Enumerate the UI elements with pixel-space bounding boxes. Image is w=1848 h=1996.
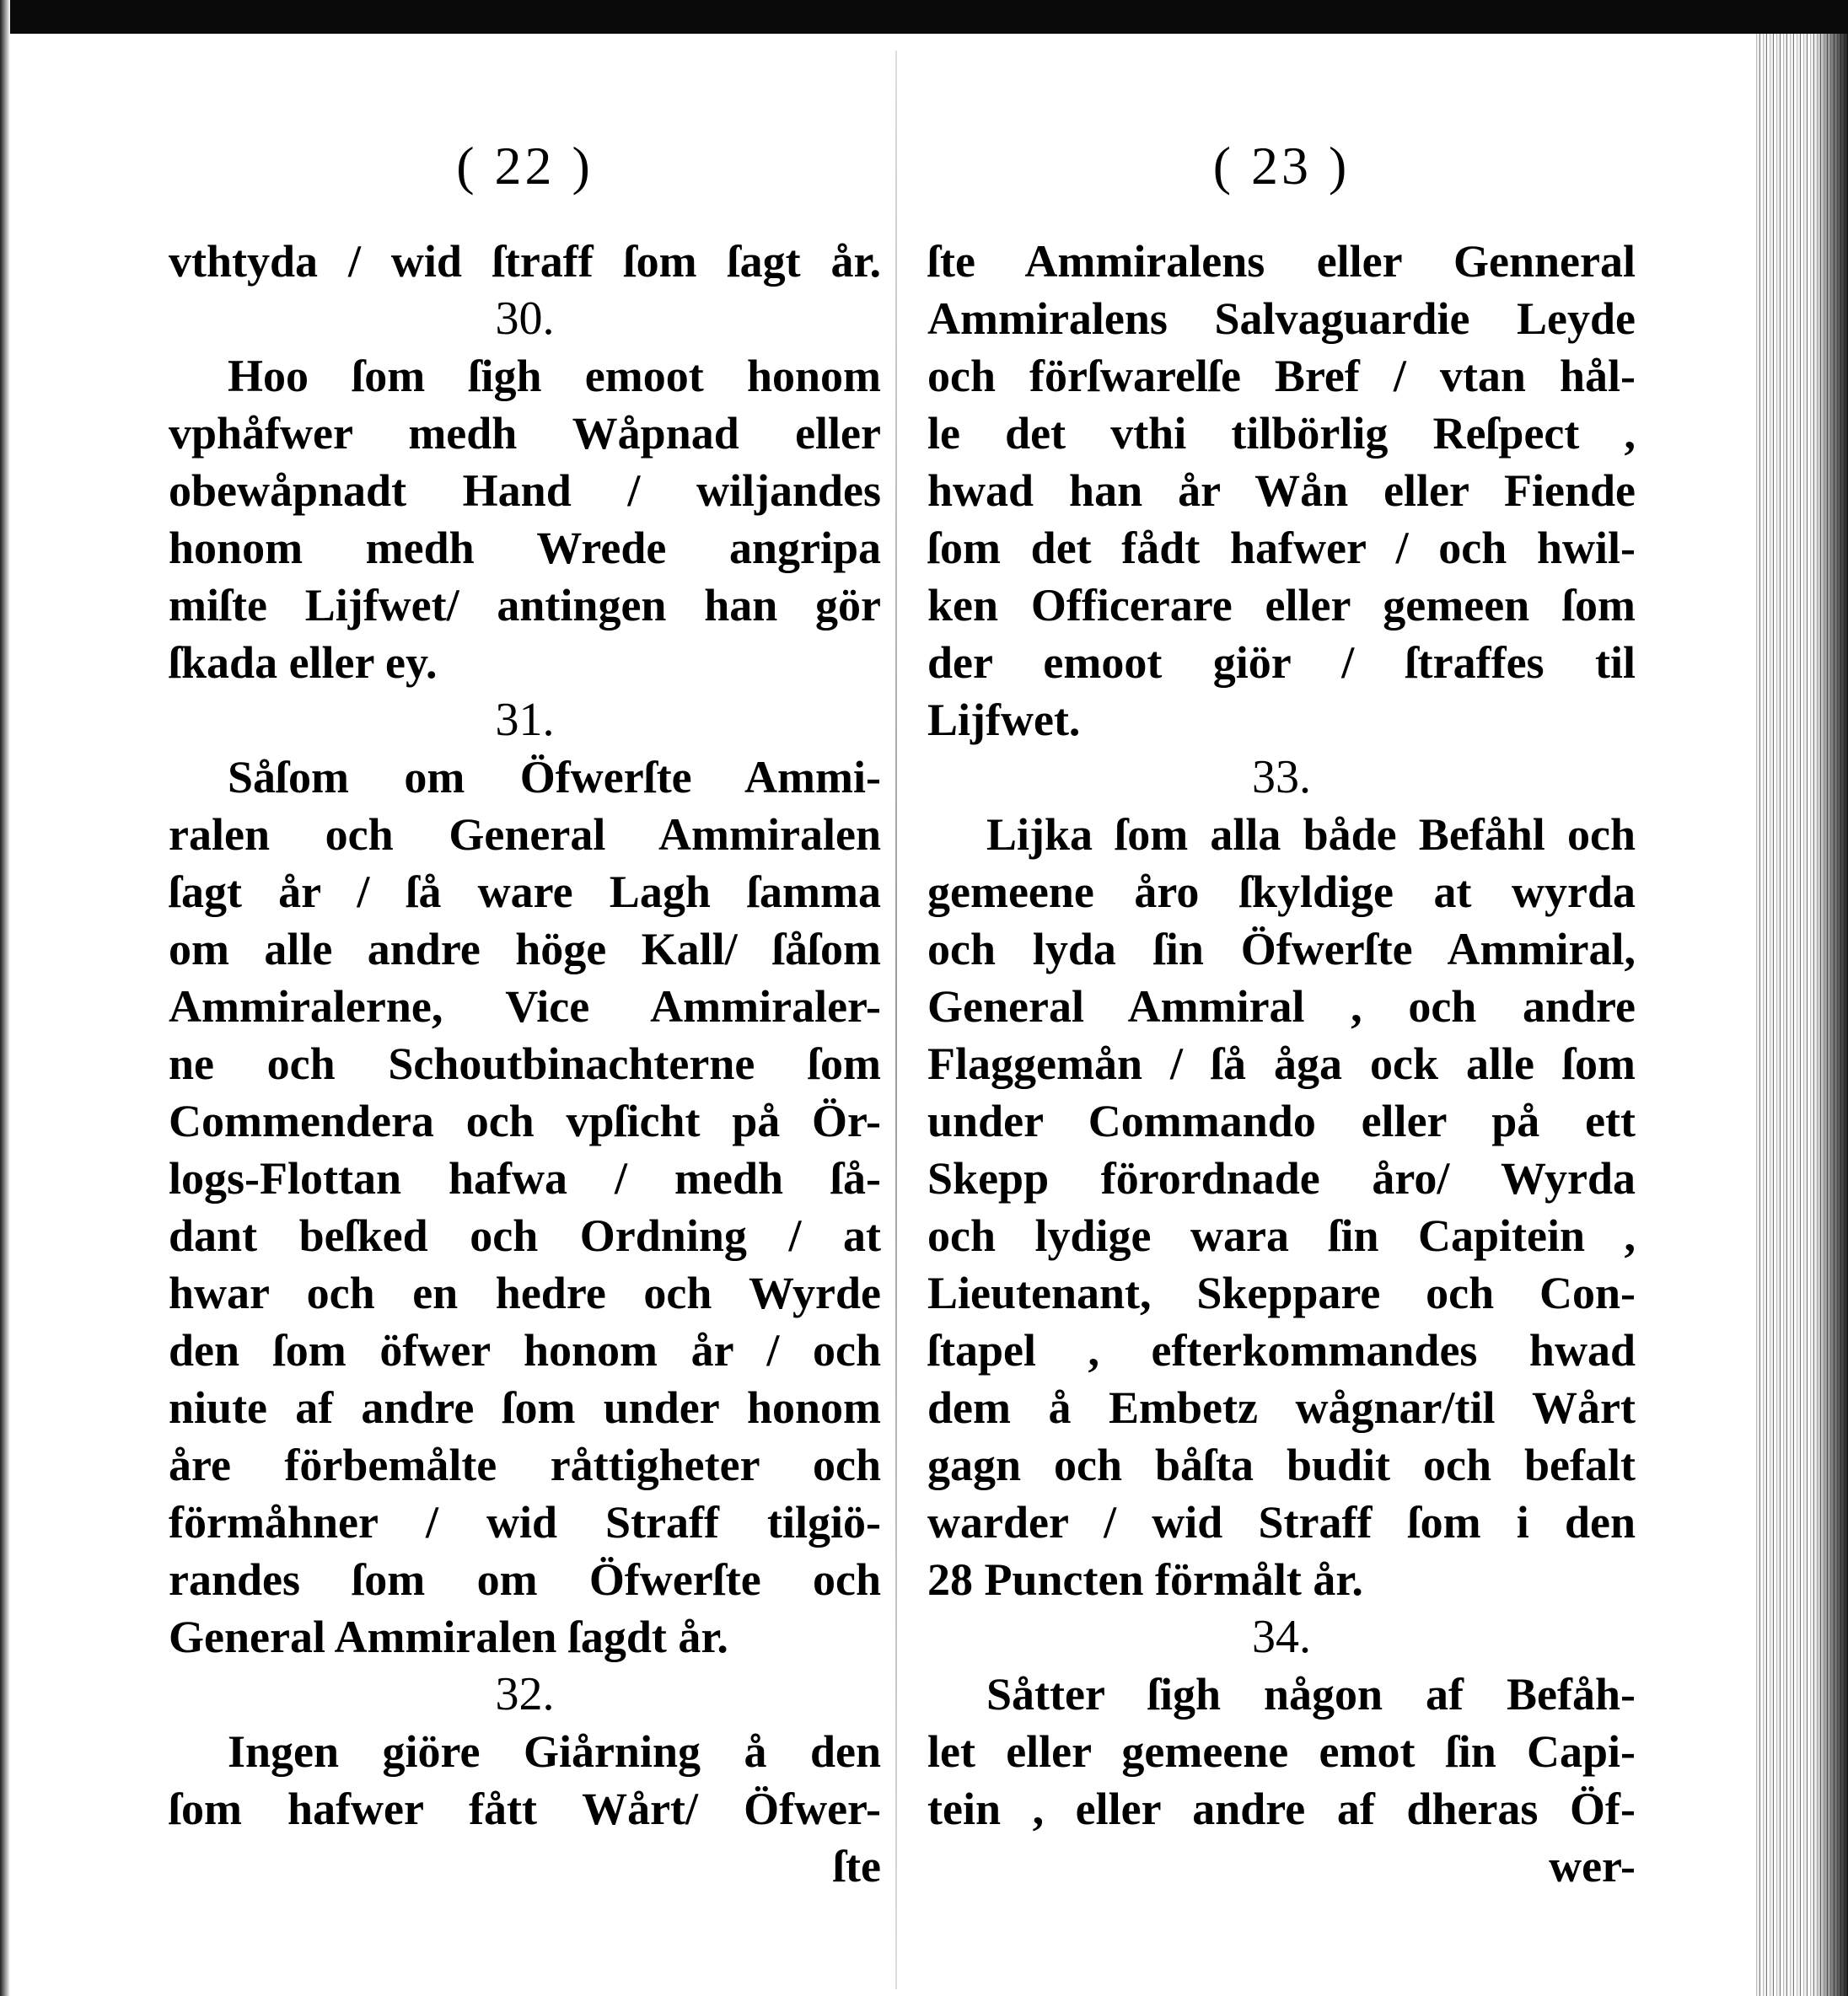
text-line: ſom det fådt hafwer / och hwil- xyxy=(927,523,1636,573)
text-line: Såſom om Öfwerſte Ammi- xyxy=(228,752,881,802)
text-line: tein , eller andre af dheras Öf- xyxy=(927,1784,1636,1834)
text-line: dant beſked och Ordning / at xyxy=(169,1210,881,1261)
text-line: och lyda ſin Öfwerſte Ammiral, xyxy=(927,924,1636,974)
text-line: åre förbemålte råttigheter och xyxy=(169,1440,881,1490)
text-line: vphåfwer medh Wåpnad eller xyxy=(169,408,881,459)
text-line: ken Officerare eller gemeen ſom xyxy=(927,580,1636,630)
page-stack-shadow xyxy=(1813,34,1848,1996)
text-line: Commendera och vpſicht på Ör- xyxy=(169,1096,881,1146)
text-line: Såtter ſigh någon af Befåh- xyxy=(986,1669,1636,1720)
article-number: 31. xyxy=(495,694,555,746)
text-line: den ſom öfwer honom år / och xyxy=(169,1325,881,1376)
text-line: dem å Embetz wågnar/til Wårt xyxy=(927,1382,1636,1433)
article-number: 32. xyxy=(495,1668,555,1720)
text-line: ſtapel , efterkommandes hwad xyxy=(927,1325,1636,1376)
text-line: gagn och båſta budit och befalt xyxy=(927,1440,1636,1490)
text-line: ralen och General Ammiralen xyxy=(169,809,881,860)
article-number: 34. xyxy=(1252,1611,1311,1663)
text-line: le det vthi tilbörlig Reſpect , xyxy=(927,408,1636,459)
text-line: warder / wid Straff ſom i den xyxy=(927,1497,1636,1548)
text-line: om alle andre höge Kall/ ſåſom xyxy=(169,924,881,974)
text-line: wer- xyxy=(1549,1841,1636,1891)
text-line: Ammiralerne, Vice Ammiraler- xyxy=(169,981,881,1032)
text-line: Lieutenant, Skeppare och Con- xyxy=(927,1268,1636,1318)
text-line: ſagt år / ſå ware Lagh ſamma xyxy=(169,867,881,917)
text-line: miſte Lijfwet/ antingen han gör xyxy=(169,580,881,630)
text-line: under Commando eller på ett xyxy=(927,1096,1636,1146)
text-line: Hoo ſom ſigh emoot honom xyxy=(228,351,881,401)
text-line: förmåhner / wid Straff tilgiö- xyxy=(169,1497,881,1548)
page-number: ( 23 ) xyxy=(1212,136,1351,196)
text-line: Ammiralens Salvaguardie Leyde xyxy=(927,293,1636,344)
text-line: honom medh Wrede angripa xyxy=(169,523,881,573)
text-line: och lydige wara ſin Capitein , xyxy=(927,1210,1636,1261)
text-line: niute af andre ſom under honom xyxy=(169,1382,881,1433)
text-line: let eller gemeene emot ſin Capi- xyxy=(927,1726,1636,1777)
text-line: General Ammiralen ſagdt år. xyxy=(169,1612,728,1662)
scan-top-border xyxy=(0,0,1848,34)
text-line: och förſwarelſe Bref / vtan hål- xyxy=(927,351,1636,401)
text-line: obewåpnadt Hand / wiljandes xyxy=(169,465,881,516)
page-text xyxy=(169,233,881,1895)
text-line: 28 Puncten förmålt år. xyxy=(927,1554,1363,1605)
text-line: hwad han år Wån eller Fiende xyxy=(927,465,1636,516)
text-line: ſte Ammiralens eller Genneral xyxy=(927,236,1636,287)
text-line: vthtyda / wid ſtraff ſom ſagt år. xyxy=(169,236,881,287)
text-line: hwar och en hedre och Wyrde xyxy=(169,1268,881,1318)
text-line: Ingen giöre Giårning å den xyxy=(228,1726,881,1777)
page-number: ( 22 ) xyxy=(456,136,594,196)
text-line: ſom hafwer fått Wårt/ Öfwer- xyxy=(169,1784,881,1834)
text-line: ne och Schoutbinachterne ſom xyxy=(169,1038,881,1089)
page-text xyxy=(927,233,1636,1895)
text-line: randes ſom om Öfwerſte och xyxy=(169,1554,881,1605)
text-line: General Ammiral , och andre xyxy=(927,981,1636,1032)
text-line: logs-Flottan hafwa / medh ſå- xyxy=(169,1153,881,1204)
text-line: Lijfwet. xyxy=(927,695,1081,745)
text-line: Lijka ſom alla både Befåhl och xyxy=(986,809,1636,860)
text-line: ſkada eller ey. xyxy=(169,637,438,688)
text-line: der emoot giör / ſtraffes til xyxy=(927,637,1636,688)
article-number: 30. xyxy=(495,292,555,345)
book-gutter xyxy=(895,51,897,1989)
text-line: gemeene åro ſkyldige at wyrda xyxy=(927,867,1636,917)
text-line: Flaggemån / ſå åga ock alle ſom xyxy=(927,1038,1636,1089)
text-line: ſte xyxy=(833,1841,881,1891)
text-line: Skepp förordnade åro/ Wyrda xyxy=(927,1153,1636,1204)
scan-left-edge xyxy=(0,0,10,1996)
article-number: 33. xyxy=(1252,751,1311,803)
